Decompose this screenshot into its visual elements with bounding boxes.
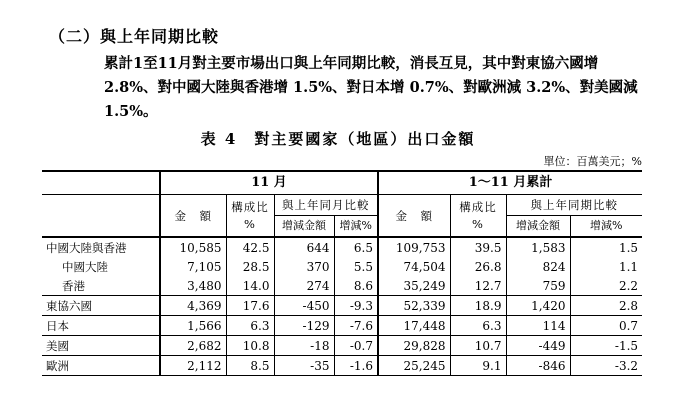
section-paragraph: 累計1至11月對主要市場出口與上年同期比較，消長互見，其中對東協六國增 2.8%、對中國大陸與香港增 1.5%、對日本增 0.7%、對歐洲減 3.2%、對美國減 1.5%。 [104, 55, 638, 120]
header-region [42, 195, 160, 238]
cell-c-diff: 114 [506, 316, 570, 336]
header-share-label-cum: 構成比 [459, 199, 497, 214]
header-month: 11 月 [160, 171, 378, 195]
table-body [42, 237, 642, 376]
section-title: （二）與上年同期比較 [49, 27, 220, 46]
header-amount-cum: 金 額 [378, 195, 450, 238]
cell-c-pct: -1.5 [570, 336, 642, 356]
cell-c-amt: 17,448 [378, 316, 450, 336]
cell-m-diff: -18 [274, 336, 334, 356]
cell-m-pct: 6.5 [334, 237, 378, 257]
cell-m-diff: 274 [274, 276, 334, 296]
cell-m-share: 14.0 [226, 276, 274, 296]
export-table [42, 170, 642, 376]
cell-m-amt: 10,585 [160, 237, 226, 257]
header-share-month [226, 195, 274, 238]
cell-m-amt: 7,105 [160, 257, 226, 276]
header-share-cum [450, 195, 506, 238]
cell-m-pct: 5.5 [334, 257, 378, 276]
cell-m-pct: -0.7 [334, 336, 378, 356]
table-row [42, 356, 642, 376]
table-row [42, 276, 642, 296]
cell-m-diff: 370 [274, 257, 334, 276]
cell-c-diff: 824 [506, 257, 570, 276]
cell-c-amt: 74,504 [378, 257, 450, 276]
header-share-label: 構成比 [231, 199, 269, 214]
row-label: 中國大陸與香港 [42, 237, 160, 257]
cell-c-amt: 109,753 [378, 237, 450, 257]
cell-c-pct: 1.5 [570, 237, 642, 257]
header-diff-cum: 增減金額 [506, 216, 570, 238]
unit-note: 單位：百萬美元；% [543, 155, 642, 168]
cell-c-share: 9.1 [450, 356, 506, 376]
cell-m-amt: 3,480 [160, 276, 226, 296]
table-row [42, 336, 642, 356]
cell-m-amt: 4,369 [160, 296, 226, 316]
cell-c-share: 10.7 [450, 336, 506, 356]
cell-c-share: 18.9 [450, 296, 506, 316]
cell-c-share: 12.7 [450, 276, 506, 296]
cell-m-share: 28.5 [226, 257, 274, 276]
header-share-unit-cum: % [472, 216, 484, 231]
cell-c-amt: 29,828 [378, 336, 450, 356]
cell-m-diff: 644 [274, 237, 334, 257]
cell-m-pct: -9.3 [334, 296, 378, 316]
cell-m-diff: -129 [274, 316, 334, 336]
cell-m-amt: 2,682 [160, 336, 226, 356]
cell-c-pct: 2.2 [570, 276, 642, 296]
cell-m-amt: 2,112 [160, 356, 226, 376]
header-yoy-month: 與上年同月比較 [274, 195, 378, 216]
table-row [42, 296, 642, 316]
cell-c-diff: -449 [506, 336, 570, 356]
header-corner [42, 171, 160, 195]
cell-m-share: 10.8 [226, 336, 274, 356]
table-row [42, 237, 642, 257]
cell-c-amt: 25,245 [378, 356, 450, 376]
header-yoy-cum: 與上年同期比較 [506, 195, 642, 216]
row-label: 東協六國 [42, 296, 160, 316]
cell-m-diff: -35 [274, 356, 334, 376]
cell-c-pct: 0.7 [570, 316, 642, 336]
cell-m-share: 42.5 [226, 237, 274, 257]
table-title: 表 4 對主要國家（地區）出口金額 [200, 130, 476, 148]
cell-m-pct: 8.6 [334, 276, 378, 296]
cell-m-share: 6.3 [226, 316, 274, 336]
cell-c-diff: 1,420 [506, 296, 570, 316]
cell-m-diff: -450 [274, 296, 334, 316]
cell-c-diff: 1,583 [506, 237, 570, 257]
header-amount-month: 金 額 [160, 195, 226, 238]
row-label: 香港 [62, 278, 85, 293]
row-label: 日本 [42, 316, 160, 336]
header-pct-month: 增減% [334, 216, 378, 238]
cell-c-share: 26.8 [450, 257, 506, 276]
cell-m-amt: 1,566 [160, 316, 226, 336]
cell-c-pct: 1.1 [570, 257, 642, 276]
cell-m-pct: -7.6 [334, 316, 378, 336]
cell-c-pct: 2.8 [570, 296, 642, 316]
row-label: 中國大陸 [62, 259, 108, 274]
table-row [42, 257, 642, 276]
cell-c-share: 39.5 [450, 237, 506, 257]
row-label: 歐洲 [42, 356, 160, 376]
header-diff-month: 增減金額 [274, 216, 334, 238]
cell-m-pct: -1.6 [334, 356, 378, 376]
cell-m-share: 17.6 [226, 296, 274, 316]
cell-c-amt: 52,339 [378, 296, 450, 316]
header-share-unit: % [244, 216, 256, 231]
row-label: 美國 [42, 336, 160, 356]
cell-c-diff: -846 [506, 356, 570, 376]
header-pct-cum: 增減% [570, 216, 642, 238]
cell-c-share: 6.3 [450, 316, 506, 336]
table-row [42, 316, 642, 336]
cell-c-diff: 759 [506, 276, 570, 296]
header-cumulative: 1～11 月累計 [378, 171, 642, 195]
cell-c-pct: -3.2 [570, 356, 642, 376]
cell-c-amt: 35,249 [378, 276, 450, 296]
cell-m-share: 8.5 [226, 356, 274, 376]
